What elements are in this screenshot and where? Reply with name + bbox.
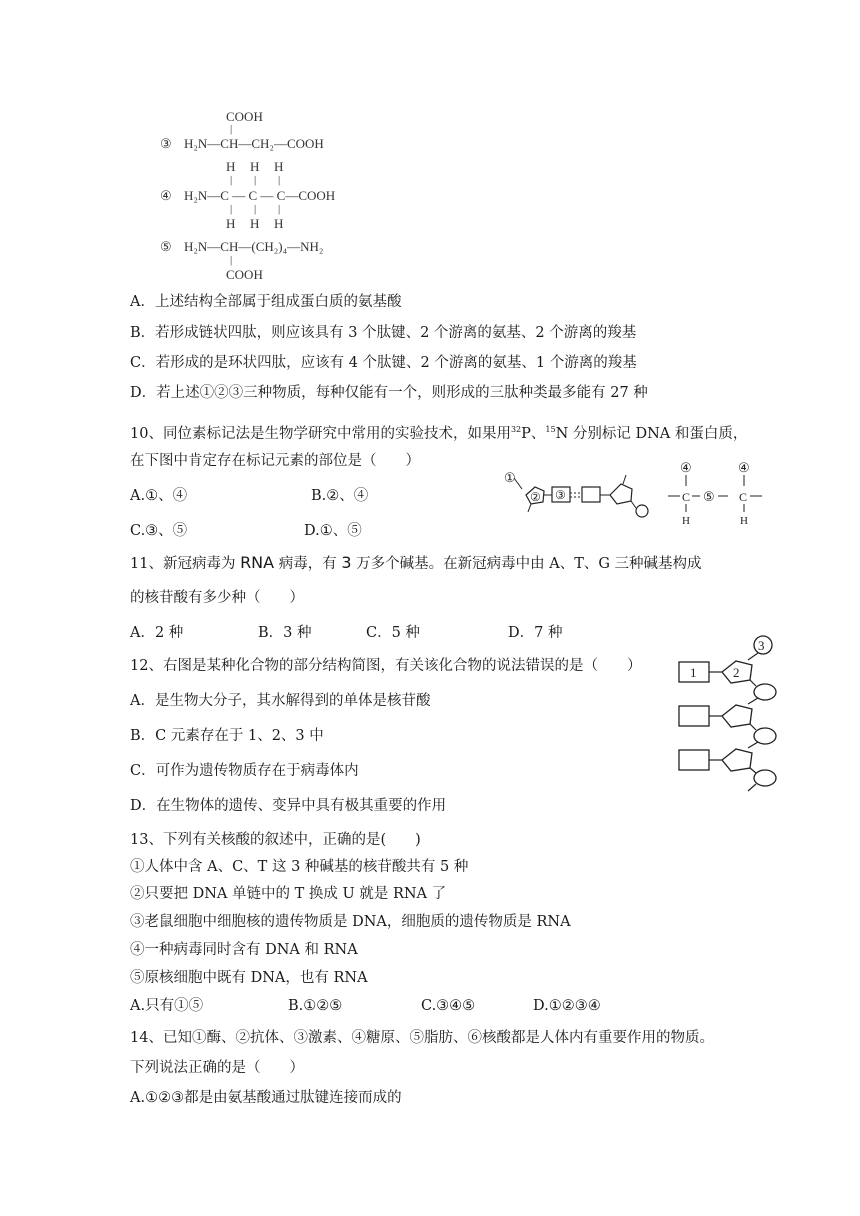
q11-stem-line1: [130, 553, 702, 574]
q9-option-d: D．若上述①②③三种物质，每种仅能有一个，则形成的三肽种类最多能有 27 种: [130, 385, 648, 401]
formula-5-bottom-group: COOH: [226, 267, 263, 282]
phosphate-circle: [636, 505, 648, 517]
diagram-label-2: 2: [733, 665, 740, 680]
formula-4-main: H₂N—C — C — C—COOH: [184, 188, 336, 203]
diagram-label-1: 1: [690, 665, 697, 680]
q13-option-d: D.①②③④: [533, 998, 601, 1014]
sugar-pentagon-3: [722, 749, 752, 771]
q11-stem-part: 11、新冠病毒为: [130, 556, 241, 572]
q13-statement-3: ③老鼠细胞中细胞核的遗传物质是 DNA，细胞质的遗传物质是 RNA: [130, 914, 571, 930]
q12-option-b: B．C 元素存在于 1、2、3 中: [130, 728, 324, 744]
diagram-carbon: C: [739, 490, 748, 504]
formula-3-bond: |: [230, 123, 233, 135]
q10-superscript-15: 15: [545, 425, 556, 434]
q11-rna-text: RNA: [240, 553, 275, 572]
q11-option-c: C．5 种: [366, 625, 420, 641]
sugar-pentagon-2: [610, 484, 632, 504]
phosphate-circle: [754, 770, 776, 786]
base-box-2: [679, 706, 709, 726]
diagram-label-3: ③: [555, 488, 566, 502]
q10-option-b: B.②、④: [311, 488, 369, 504]
formula-4-h: H: [226, 159, 236, 174]
q13-stem: 13、下列有关核酸的叙述中，正确的是( ): [130, 832, 421, 848]
formula-3-number: ③: [160, 136, 172, 151]
q10-stem-line1: [130, 420, 747, 444]
phosphate-circle: [754, 728, 776, 744]
q10-stem-part: N 分别标记 DNA 和蛋白质，: [555, 425, 748, 442]
q11-stem-part: 万多个碱基。在新冠病毒中由 A、T、G 三种碱基构成: [351, 556, 702, 572]
formula-4-h: H: [226, 216, 236, 231]
formula-5-main: H₂N—CH—(CH₂)₄—NH₂: [184, 239, 324, 254]
q13-option-c: C.③④⑤: [421, 998, 476, 1014]
q10-superscript-32: 32: [510, 425, 522, 434]
q13-statement-5: ⑤原核细胞中既有 DNA，也有 RNA: [130, 970, 368, 986]
q14-stem-line2: 下列说法正确的是（ ）: [130, 1060, 304, 1076]
formula-5-bond: |: [230, 254, 233, 266]
formula-4-bond: |: [230, 174, 233, 186]
q13-option-a: A.只有①⑤: [130, 998, 204, 1014]
base-box-3: [679, 750, 709, 770]
formula-4-bond: |: [230, 203, 233, 215]
q14-stem-line1: 14、已知①酶、②抗体、③激素、④糖原、⑤脂肪、⑥核酸都是人体内有重要作用的物质。: [130, 1030, 714, 1046]
formula-3-main: H₂N—CH—CH₂—COOH: [184, 136, 324, 151]
formula-5-number: ⑤: [160, 239, 172, 254]
formula-4-bond: |: [254, 174, 257, 186]
q11-option-b: B．3 种: [258, 625, 312, 641]
q10-stem-part: P、: [521, 425, 546, 442]
q13-statement-4: ④一种病毒同时含有 DNA 和 RNA: [130, 942, 358, 958]
q10-stem-line2: 在下图中肯定存在标记元素的部位是（ ）: [130, 453, 420, 469]
formula-4-bond: |: [254, 203, 257, 215]
q11-number-3: 3: [341, 553, 352, 572]
q9-option-a: A．上述结构全部属于组成蛋白质的氨基酸: [130, 294, 402, 310]
q13-statement-1: ①人体中含 A、C、T 这 3 种碱基的核苷酸共有 5 种: [130, 859, 469, 875]
diagram-label-4: ④: [738, 460, 750, 475]
formula-4-h: H: [274, 159, 284, 174]
q10-stem-part: 10、同位素标记法是生物学研究中常用的实验技术，如果用: [130, 425, 511, 442]
q11-stem-line2: 的核苷酸有多少种（ ）: [130, 590, 304, 606]
q12-option-c: C．可作为遗传物质存在于病毒体内: [130, 763, 359, 779]
q12-stem: 12、右图是某种化合物的部分结构简图，有关该化合物的说法错误的是（ ）: [130, 658, 642, 674]
formula-4-bond: |: [278, 174, 281, 186]
formula-3-top-group: COOH: [226, 109, 263, 124]
diagram-label-1: ①: [504, 470, 516, 485]
q13-statement-2: ②只要把 DNA 单链中的 T 换成 U 就是 RNA 了: [130, 886, 447, 902]
q12-option-d: D．在生物体的遗传、变异中具有极其重要的作用: [130, 798, 447, 814]
formula-4-number: ④: [160, 188, 172, 203]
q9-option-b: B．若形成链状四肽，则应该具有 3 个肽键、2 个游离的氨基、2 个游离的羧基: [130, 325, 637, 341]
formula-4-h: H: [250, 216, 260, 231]
q10-option-d: D.①、⑤: [304, 523, 362, 539]
q11-stem-part: 病毒，有: [274, 556, 342, 572]
formula-4-h: H: [250, 159, 260, 174]
diagram-label-4: ④: [680, 460, 692, 475]
q12-nucleic-acid-diagram: [676, 634, 786, 792]
q10-option-c: C.③、⑤: [130, 523, 188, 539]
q9-option-c: C．若形成的是环状四肽，应该有 4 个肽键、2 个游离的氨基、1 个游离的羧基: [130, 355, 637, 371]
q13-option-b: B.①②⑤: [288, 998, 343, 1014]
diagram-hydrogen: H: [740, 515, 748, 527]
formula-4-bond: |: [278, 203, 281, 215]
q12-option-a: A．是生物大分子，其水解得到的单体是核苷酸: [130, 693, 431, 709]
diagram-carbon: C: [682, 490, 691, 504]
q14-option-a: A.①②③都是由氨基酸通过肽键连接而成的: [130, 1090, 402, 1106]
diagram-label-2: ②: [530, 490, 541, 504]
formula-4-h: H: [274, 216, 284, 231]
diagram-label-3: 3: [758, 638, 765, 653]
q11-option-a: A．2 种: [130, 625, 184, 641]
base-box-2: [582, 487, 600, 502]
q11-option-d: D．7 种: [508, 625, 563, 641]
diagram-hydrogen: H: [682, 515, 690, 527]
q10-nucleotide-diagram: [500, 468, 660, 518]
q10-peptide-diagram: [666, 458, 766, 528]
sugar-pentagon-2: [722, 705, 752, 727]
diagram-label-5: ⑤: [703, 489, 715, 504]
phosphate-circle: [754, 684, 776, 700]
q10-option-a: A.①、④: [130, 488, 188, 504]
